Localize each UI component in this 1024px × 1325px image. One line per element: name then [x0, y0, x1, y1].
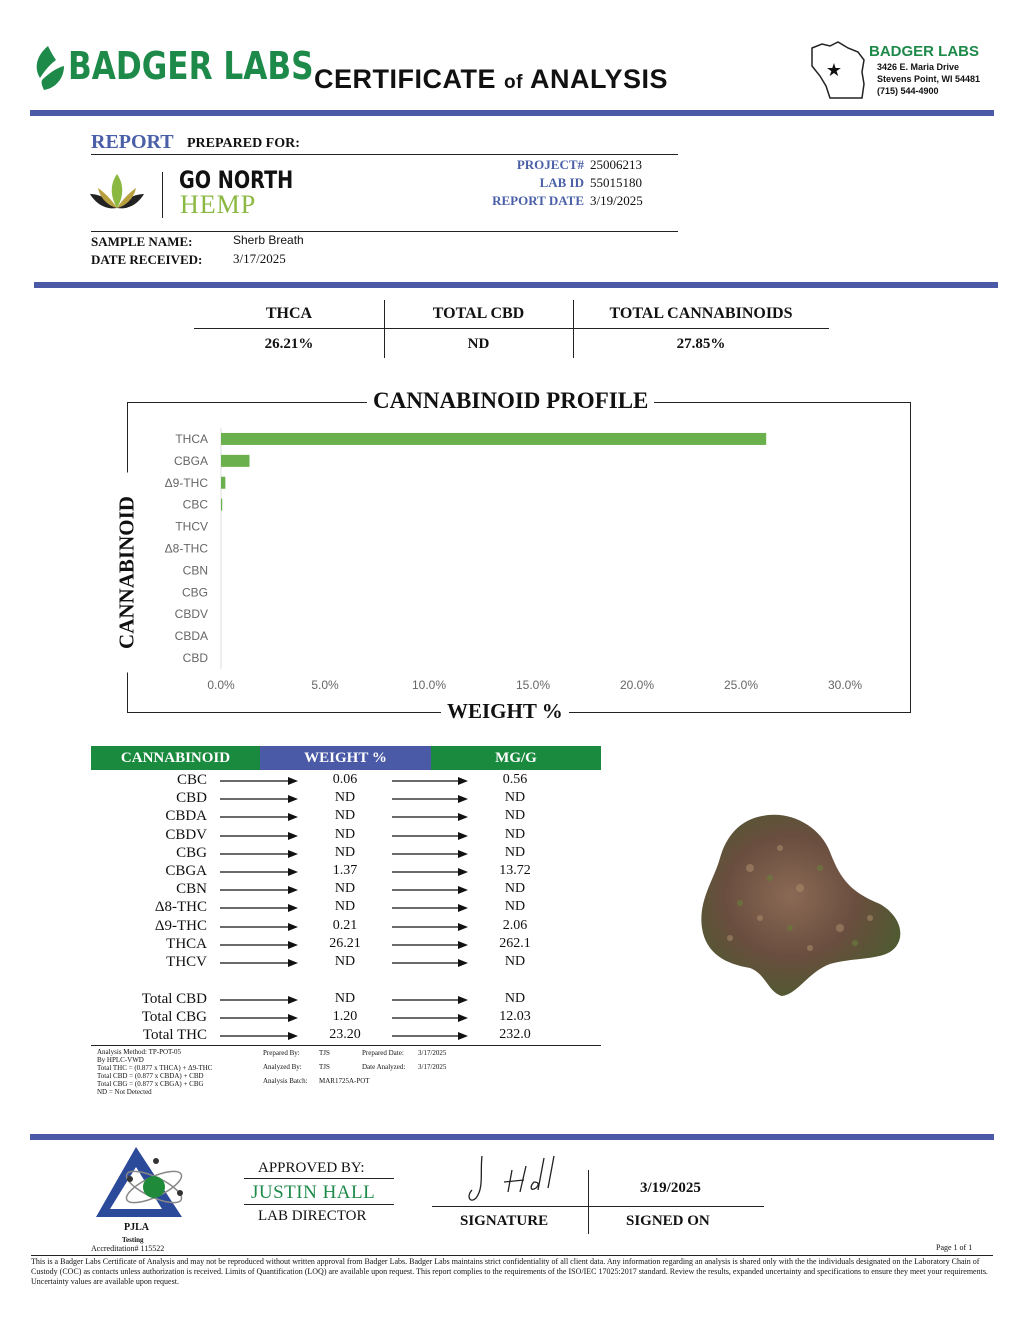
weight-value: 23.20 [329, 1027, 361, 1043]
summary-total-label: TOTAL CANNABINOIDS [609, 305, 793, 322]
method-note: Total THC = (0.877 x THCA) + Δ9-THC [97, 1064, 213, 1072]
mgg-value: ND [504, 826, 526, 842]
cannabinoid-name: CBD [176, 790, 207, 807]
mgg-value: 262.1 [499, 935, 531, 951]
summary-cbd-label: TOTAL CBD [432, 305, 525, 322]
address-line-1: 3426 E. Maria Drive [877, 62, 960, 72]
chart-category-label: CBDA [174, 629, 208, 644]
disclaimer-rule [31, 1255, 993, 1256]
chart-x-axis-label: WEIGHT % [441, 699, 569, 724]
col-header-cannabinoid: CANNABINOID [91, 746, 260, 770]
row-arrows [220, 993, 700, 1007]
chart-x-tick-label: 20.0% [619, 678, 655, 692]
chart-bar [221, 477, 225, 489]
report-bottom-rule [91, 231, 678, 232]
approver-rule [244, 1204, 394, 1205]
cannabinoid-name: Total CBD [141, 991, 207, 1007]
weight-value: ND [334, 881, 356, 897]
mgg-value: 12.03 [499, 1009, 531, 1025]
approved-rule [244, 1178, 394, 1179]
cannabinoid-name: CBC [176, 772, 207, 788]
signature-divider [588, 1170, 589, 1234]
cannabinoid-name: THCA [166, 935, 207, 952]
cannabinoid-name: Δ8-THC [154, 899, 207, 916]
weight-value: ND [334, 899, 356, 915]
cannabinoid-name: CBGA [165, 863, 207, 879]
svg-text:★: ★ [825, 60, 843, 81]
chart-x-tick-label: 25.0% [723, 678, 759, 692]
weight-value: 0.06 [332, 772, 358, 787]
report-top-rule [91, 154, 678, 155]
prepared-for-label: PREPARED FOR: [187, 136, 300, 151]
prepared-date-value: 3/17/2025 [418, 1049, 447, 1057]
sample-name-label: SAMPLE NAME: [91, 234, 193, 249]
header-divider [30, 110, 994, 116]
client-name-top: GO NORTH [179, 166, 294, 194]
row-arrows [220, 901, 700, 915]
results-bottom-rule [91, 1045, 601, 1046]
signature-rule [432, 1206, 764, 1207]
signed-date: 3/19/2025 [640, 1180, 701, 1196]
date-analyzed-label: Date Analyzed: [362, 1063, 406, 1071]
summary-rule [194, 328, 829, 329]
row-arrows [220, 917, 700, 934]
row-arrows [220, 865, 700, 879]
row-arrows [220, 956, 700, 970]
summary-total-value: 27.85% [676, 336, 726, 352]
mgg-value: 13.72 [499, 863, 531, 878]
method-note: Analysis Method: TP-POT-05 [97, 1048, 182, 1056]
labid-label: LAB ID [539, 175, 584, 190]
analyzed-by-value: TJS [319, 1063, 330, 1071]
chart-y-axis-label: CANNABINOID [115, 473, 140, 673]
row-arrows [220, 883, 700, 897]
mgg-value: ND [504, 790, 526, 806]
mgg-value: 232.0 [499, 1027, 531, 1043]
client-logo-divider [162, 172, 163, 218]
weight-value: 1.20 [332, 1009, 358, 1025]
pjla-accreditation-logo-icon [94, 1143, 190, 1223]
lab-address-name: BADGER LABS [869, 43, 980, 60]
col-header-mgg: MG/G [431, 746, 601, 770]
chart-category-label: THCV [175, 519, 208, 534]
weight-value: 0.21 [332, 917, 358, 933]
analyzed-by-label: Analyzed By: [263, 1063, 302, 1071]
chart-category-label: CBC [182, 497, 208, 512]
row-arrows [220, 810, 700, 824]
cannabinoid-name: Δ9-THC [154, 917, 207, 934]
mgg-value: ND [504, 899, 526, 915]
batch-label: Analysis Batch: [263, 1077, 308, 1085]
weight-value: 26.21 [329, 935, 361, 951]
weight-value: ND [334, 991, 356, 1006]
cannabinoid-bar-chart [140, 420, 900, 700]
signature-label: SIGNATURE [460, 1213, 549, 1229]
method-note: ND = Not Detected [97, 1088, 152, 1096]
weight-value: 1.37 [332, 863, 358, 878]
weight-value: ND [334, 808, 356, 824]
mgg-value: ND [504, 844, 526, 860]
sample-name-value: Sherb Breath [233, 233, 304, 247]
project-label: PROJECT# [516, 157, 584, 172]
logo-text: BADGER LABS [68, 44, 314, 88]
date-received-label: DATE RECEIVED: [91, 252, 203, 267]
chart-x-tick-label: 5.0% [311, 678, 339, 692]
client-name-bottom: HEMP [180, 190, 257, 219]
mgg-value: ND [504, 881, 526, 897]
cannabinoid-name: THCV [166, 954, 207, 970]
chart-category-label: CBG [181, 585, 208, 600]
address-line-3: (715) 544-4900 [877, 86, 939, 96]
chart-category-label: Δ9-THC [164, 475, 208, 490]
chart-bar [221, 455, 249, 467]
method-note: Total CBG = (0.877 x CBGA) + CBG [97, 1080, 204, 1088]
prepared-date-label: Prepared Date: [362, 1049, 404, 1057]
mgg-value: 0.56 [502, 772, 528, 787]
project-value: 25006213 [590, 157, 642, 172]
hemp-flower-photo [690, 808, 910, 1008]
chart-x-tick-label: 30.0% [827, 678, 863, 692]
pjla-testing-label: Testing [122, 1236, 144, 1244]
chart-x-tick-label: 10.0% [411, 678, 447, 692]
weight-value: ND [334, 954, 356, 969]
chart-x-tick-label: 0.0% [207, 678, 235, 692]
weight-value: ND [334, 790, 356, 806]
mgg-value: 2.06 [502, 917, 528, 933]
cannabinoid-name: CBG [176, 844, 207, 861]
row-arrows [220, 935, 700, 952]
disclaimer-text: This is a Badger Labs Certificate of Analysis and may not be reproduced without written approval from Badger Labs. Badger Labs maintains strict confidentiality of all client data. Any information regarding an analysis is shared only with the the individuals designated on the Laboratory Chain of Custody (COC) as contacts unless authorization is received. Limits of Quantification (LOQ) are available upon request. This report complies to the requirements of the ISO/IEC 17025:2017 standard. Review the results, expanded uncertainty and specifications to ensure they meet your requirements. Uncertainty values are available upon request. [31, 1257, 988, 1286]
client-lotus-logo-icon [86, 168, 148, 216]
summary-cbd-value: ND [467, 336, 490, 352]
approved-by-label: APPROVED BY: [258, 1160, 365, 1176]
chart-category-label: CBN [182, 563, 208, 578]
chart-category-label: CBGA [173, 453, 208, 468]
signature-scribble [464, 1152, 574, 1208]
mgg-value: ND [504, 991, 526, 1006]
signed-on-label: SIGNED ON [626, 1213, 710, 1229]
cannabinoid-name: Total THC [142, 1027, 207, 1044]
chart-category-label: CBDV [174, 607, 208, 622]
mgg-value: ND [504, 808, 526, 824]
chart-x-tick-label: 15.0% [515, 678, 551, 692]
prepared-by-value: TJS [319, 1049, 330, 1057]
report-divider [34, 282, 998, 288]
cannabinoid-name: CBDA [165, 808, 207, 825]
row-arrows [220, 844, 700, 861]
approver-title: LAB DIRECTOR [258, 1208, 367, 1224]
approver-name: JUSTIN HALL [251, 1182, 376, 1203]
method-note: Total CBD = (0.877 x CBDA) + CBD [97, 1072, 204, 1080]
summary-thca-label: THCA [265, 305, 313, 322]
row-arrows [220, 774, 700, 788]
row-arrows [220, 1011, 700, 1025]
address-line-2: Stevens Point, WI 54481 [877, 74, 981, 84]
date-analyzed-value: 3/17/2025 [418, 1063, 447, 1071]
chart-title: CANNABINOID PROFILE [367, 388, 654, 414]
footer-divider [30, 1134, 994, 1140]
chart-category-label: CBD [182, 650, 208, 665]
labid-value: 55015180 [590, 175, 642, 190]
badger-leaf-logo-icon [30, 44, 66, 92]
page-number: Page 1 of 1 [936, 1243, 973, 1252]
pjla-label: PJLA [124, 1222, 149, 1233]
batch-value: MAR1725A-POT [319, 1077, 370, 1085]
mgg-value: ND [504, 954, 526, 969]
chart-category-label: Δ8-THC [164, 541, 208, 556]
row-arrows [220, 792, 700, 806]
weight-value: ND [334, 844, 356, 860]
weight-value: ND [334, 826, 356, 842]
prepared-by-label: Prepared By: [263, 1049, 300, 1057]
accreditation-number: Accreditation# 115522 [91, 1244, 165, 1253]
method-note: By HPLC-VWD [97, 1056, 144, 1064]
report-label: REPORT [91, 131, 174, 153]
report-date-label: REPORT DATE [492, 193, 584, 208]
summary-thca-value: 26.21% [264, 336, 314, 352]
wisconsin-map-icon [808, 38, 870, 102]
cannabinoid-name: CBDV [165, 826, 207, 843]
document-title: CERTIFICATE of ANALYSIS [314, 64, 668, 94]
method-notes [97, 1048, 212, 1096]
cannabinoid-name: CBN [176, 881, 207, 898]
chart-category-label: THCA [175, 431, 208, 446]
date-received-value: 3/17/2025 [233, 251, 286, 266]
row-arrows [220, 1029, 700, 1043]
row-arrows [220, 826, 700, 843]
chart-bar [221, 433, 766, 445]
chart-bar [221, 499, 222, 511]
cannabinoid-name: Total CBG [141, 1009, 207, 1026]
report-date-value: 3/19/2025 [590, 193, 643, 208]
col-header-weight: WEIGHT % [260, 746, 431, 770]
